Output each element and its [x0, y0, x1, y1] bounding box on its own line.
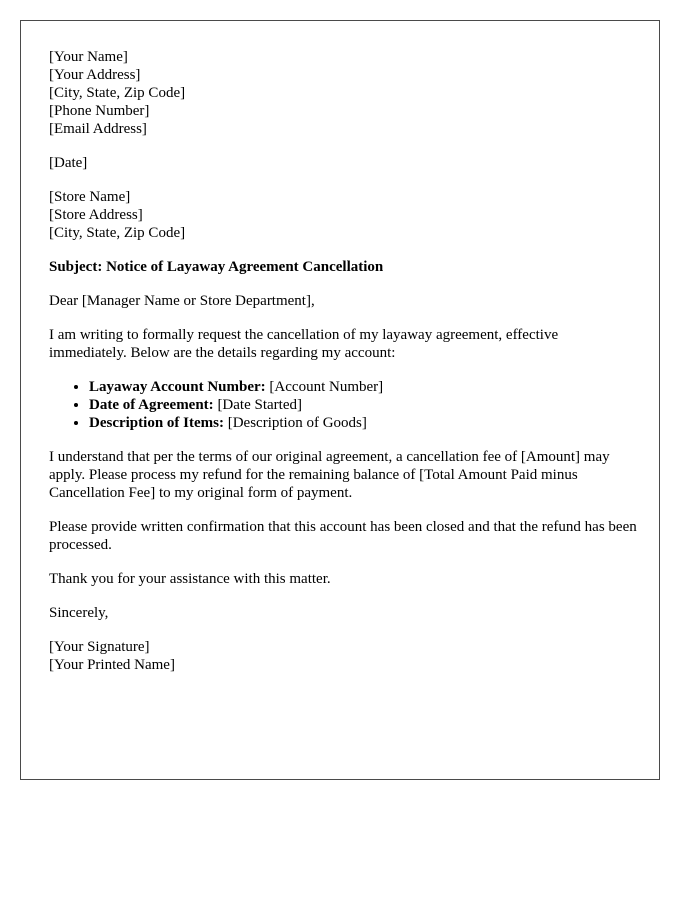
thanks-paragraph: Thank you for your assistance with this matter. — [49, 571, 331, 587]
fee-paragraph: I understand that per the terms of our original agreement, a cancellation fee of [Amount] may apply. Please process my refund for the remaining balance of [Total Amount Paid minus Cancellation Fee] to my original form of payment. — [49, 449, 610, 501]
list-item — [89, 396, 639, 414]
letter-content — [49, 48, 639, 690]
printed-name-line: [Your Printed Name] — [49, 657, 175, 673]
recipient-city-state-zip: [City, State, Zip Code] — [49, 225, 186, 241]
letter-page — [20, 20, 660, 780]
recipient-block — [49, 188, 639, 242]
sender-city-state-zip: [City, State, Zip Code] — [49, 85, 186, 101]
sender-block — [49, 48, 639, 138]
letter-subject: Subject: Notice of Layaway Agreement Cancellation — [49, 259, 384, 275]
sender-address: [Your Address] — [49, 67, 141, 83]
sender-phone: [Phone Number] — [49, 103, 150, 119]
detail-label: Date of Agreement: — [89, 397, 214, 413]
sender-name: [Your Name] — [49, 49, 128, 65]
signature-block — [49, 638, 639, 674]
letter-salutation: Dear [Manager Name or Store Department], — [49, 293, 315, 309]
list-item — [89, 414, 639, 432]
list-item — [89, 378, 639, 396]
detail-label: Description of Items: — [89, 415, 224, 431]
confirmation-paragraph: Please provide written confirmation that this account has been closed and that the refund has been processed. — [49, 519, 637, 553]
detail-value: [Date Started] — [213, 397, 302, 413]
detail-value: [Account Number] — [265, 379, 384, 395]
detail-value: [Description of Goods] — [223, 415, 367, 431]
letter-closing: Sincerely, — [49, 605, 109, 621]
recipient-store-name: [Store Name] — [49, 189, 131, 205]
sender-email: [Email Address] — [49, 121, 147, 137]
account-details-list — [49, 378, 639, 432]
letter-date: [Date] — [49, 155, 88, 171]
intro-paragraph: I am writing to formally request the cancellation of my layaway agreement, effective immediately. Below are the details regarding my account: — [49, 327, 559, 361]
signature-line: [Your Signature] — [49, 639, 150, 655]
detail-label: Layaway Account Number: — [89, 379, 266, 395]
recipient-store-address: [Store Address] — [49, 207, 143, 223]
